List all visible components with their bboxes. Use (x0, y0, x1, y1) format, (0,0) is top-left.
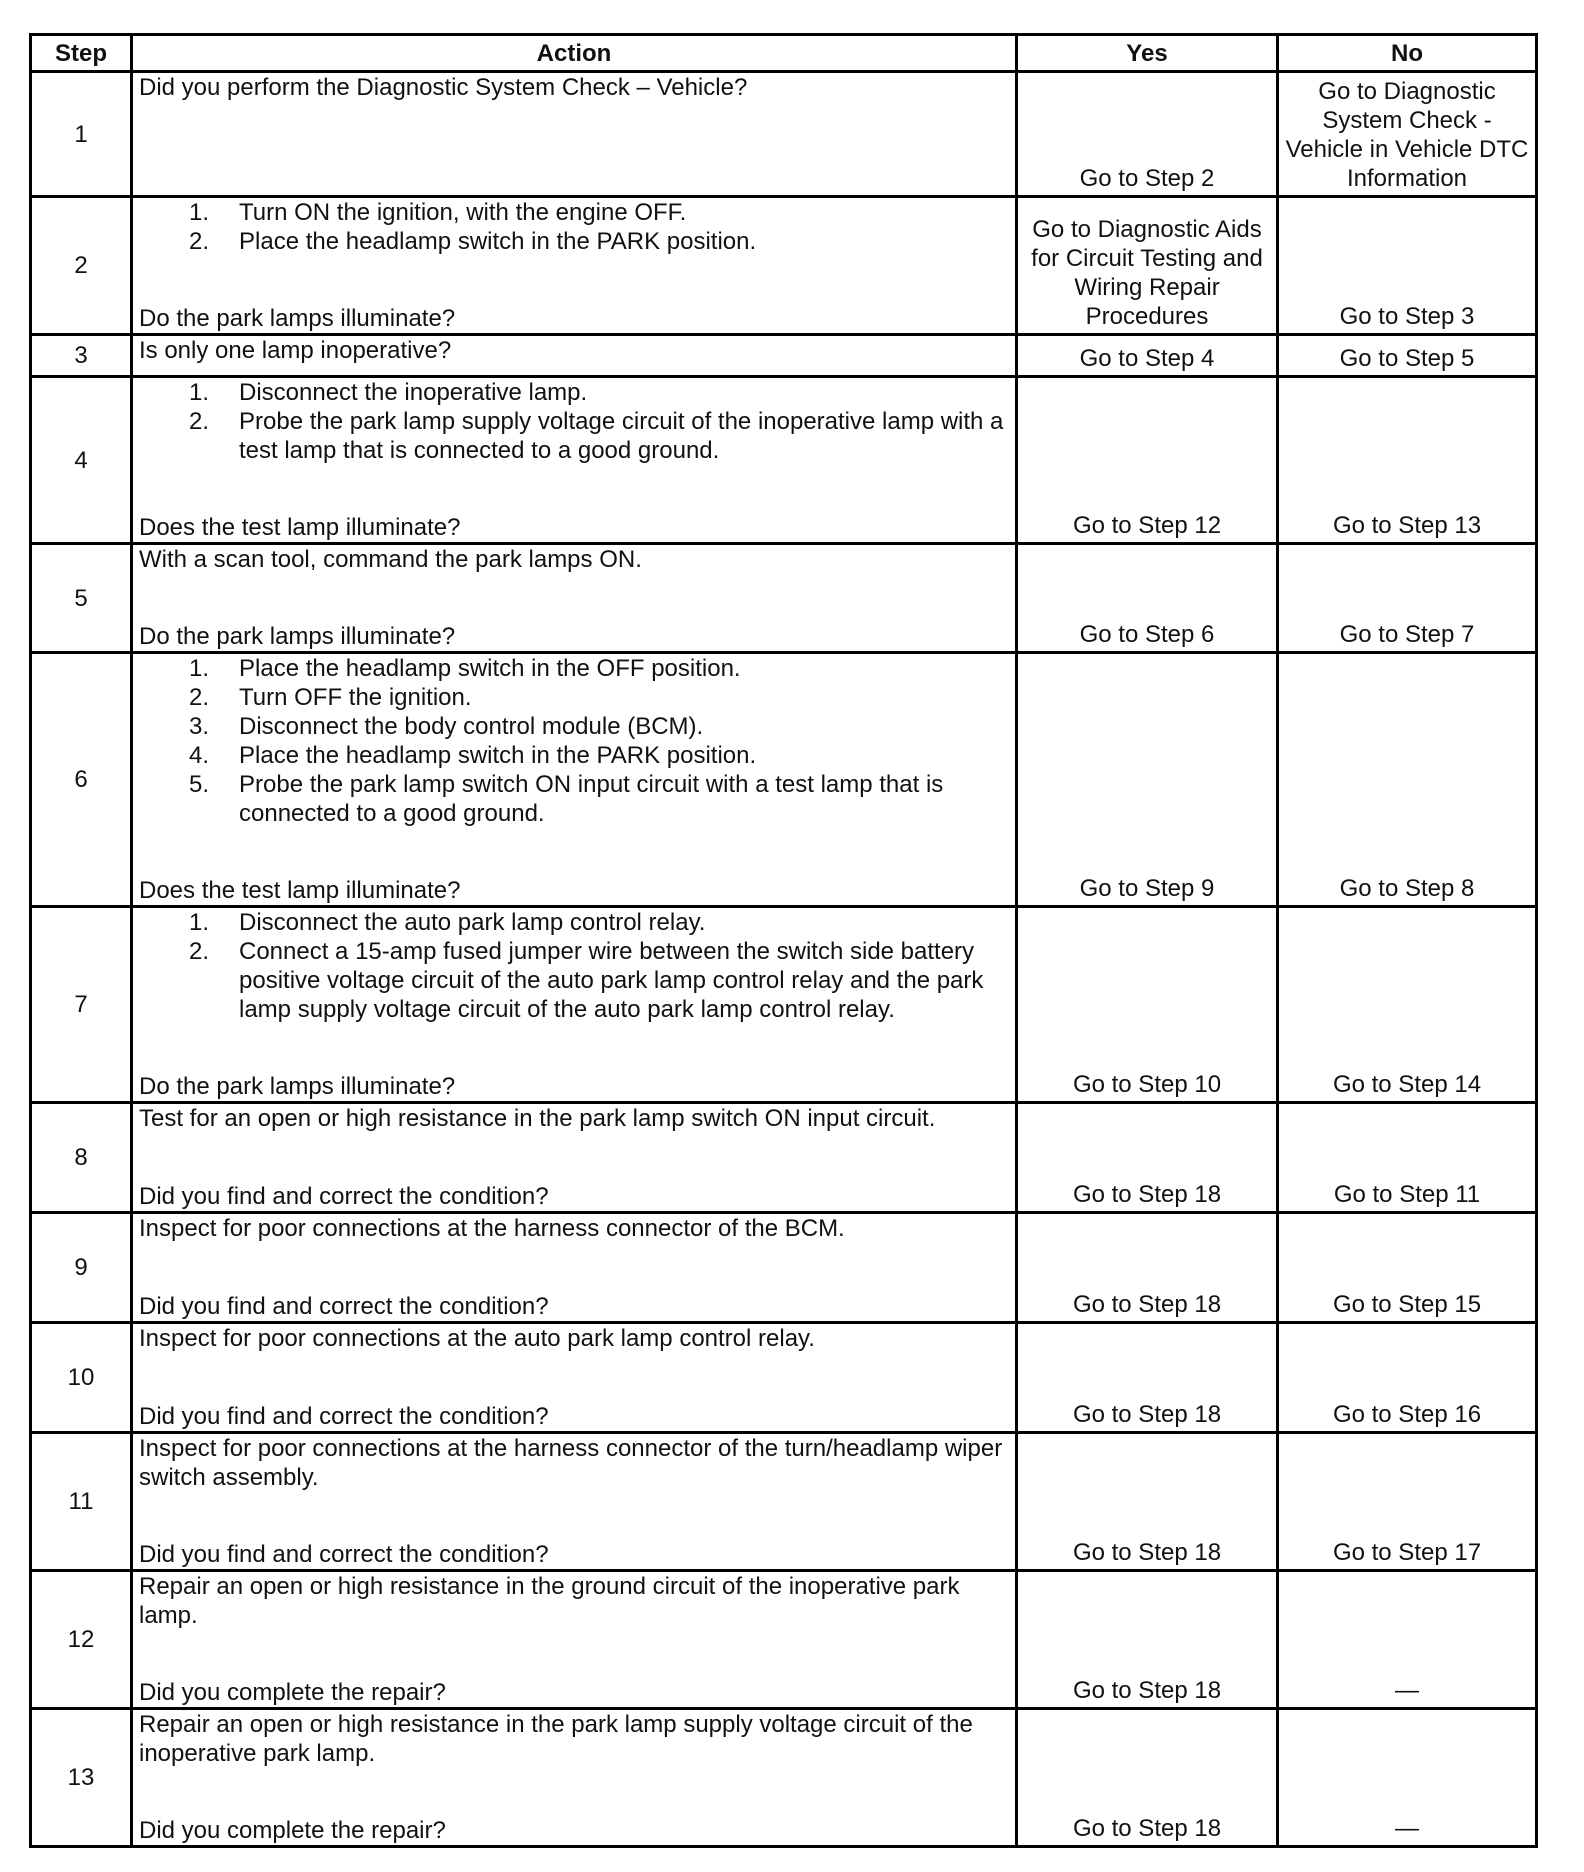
table-row (31, 907, 1537, 1103)
yes-result: Go to Step 9 (1017, 653, 1278, 907)
procedure-item-number: 2. (189, 938, 210, 965)
action-cell (132, 653, 1017, 907)
action-question: Did you find and correct the condition? (139, 1541, 549, 1568)
procedure-list (139, 198, 1009, 256)
table-row (31, 1323, 1537, 1433)
step-number: 8 (31, 1103, 132, 1213)
no-result: — (1278, 1709, 1537, 1847)
yes-result: Go to Diagnostic Aids for Circuit Testing and Wiring Repair Procedures (1017, 197, 1278, 335)
action-instruction: Is only one lamp inoperative? (139, 337, 452, 364)
table-row (31, 72, 1537, 197)
no-result: Go to Step 5 (1278, 335, 1537, 377)
yes-result: Go to Step 4 (1017, 335, 1278, 377)
procedure-item-number: 1. (189, 909, 210, 936)
procedure-item-number: 5. (189, 771, 210, 798)
table-row (31, 377, 1537, 544)
procedure-item-number: 1. (189, 655, 210, 682)
action-instruction: Repair an open or high resistance in the park lamp supply voltage circuit of the inoperative park lamp. (139, 1711, 973, 1767)
action-instruction: Test for an open or high resistance in the park lamp switch ON input circuit. (139, 1105, 936, 1132)
procedure-item-text: Probe the park lamp supply voltage circuit of the inoperative lamp with a test lamp that is connected to a good ground. (239, 408, 1004, 464)
step-number: 3 (31, 335, 132, 377)
step-number: 1 (31, 72, 132, 197)
procedure-list (139, 378, 1009, 465)
procedure-item (139, 770, 1009, 828)
procedure-item (139, 712, 1009, 741)
procedure-item (139, 741, 1009, 770)
table-row (31, 197, 1537, 335)
procedure-item-number: 3. (189, 713, 210, 740)
procedure-item-number: 2. (189, 408, 210, 435)
no-result: Go to Step 14 (1278, 907, 1537, 1103)
action-instruction: Inspect for poor connections at the harness connector of the turn/headlamp wiper switch assembly. (139, 1435, 1003, 1491)
action-instruction: Did you perform the Diagnostic System Check – Vehicle? (139, 74, 748, 101)
action-question: Do the park lamps illuminate? (139, 305, 456, 332)
step-number: 9 (31, 1213, 132, 1323)
procedure-item-text: Disconnect the auto park lamp control relay. (239, 909, 706, 936)
procedure-item (139, 407, 1009, 465)
no-result: Go to Step 17 (1278, 1433, 1537, 1571)
yes-result: Go to Step 18 (1017, 1213, 1278, 1323)
diagnostic-table (29, 33, 1538, 1848)
procedure-item (139, 378, 1009, 407)
procedure-item-text: Place the headlamp switch in the PARK position. (239, 742, 757, 769)
action-question: Do the park lamps illuminate? (139, 1073, 456, 1100)
header-action: Action (132, 35, 1017, 72)
procedure-item-text: Place the headlamp switch in the OFF position. (239, 655, 741, 682)
procedure-item-text: Probe the park lamp switch ON input circuit with a test lamp that is connected to a good ground. (239, 771, 944, 827)
procedure-item (139, 198, 1009, 227)
action-cell (132, 197, 1017, 335)
action-question: Do the park lamps illuminate? (139, 623, 456, 650)
step-number: 6 (31, 653, 132, 907)
action-question: Did you find and correct the condition? (139, 1403, 549, 1430)
no-result: Go to Step 15 (1278, 1213, 1537, 1323)
step-number: 11 (31, 1433, 132, 1571)
yes-result: Go to Step 18 (1017, 1709, 1278, 1847)
action-cell (132, 1709, 1017, 1847)
no-result: Go to Step 7 (1278, 544, 1537, 653)
procedure-item (139, 654, 1009, 683)
procedure-item-text: Turn OFF the ignition. (239, 684, 472, 711)
header-yes: Yes (1017, 35, 1278, 72)
table-row (31, 1709, 1537, 1847)
action-cell (132, 72, 1017, 197)
table-row (31, 1571, 1537, 1709)
yes-result: Go to Step 10 (1017, 907, 1278, 1103)
action-cell (132, 377, 1017, 544)
procedure-list (139, 908, 1009, 1024)
procedure-item-text: Disconnect the inoperative lamp. (239, 379, 588, 406)
no-result: Go to Step 8 (1278, 653, 1537, 907)
procedure-item (139, 683, 1009, 712)
action-cell (132, 1571, 1017, 1709)
action-cell (132, 1323, 1017, 1433)
procedure-item (139, 937, 1009, 1024)
action-question: Does the test lamp illuminate? (139, 514, 461, 541)
procedure-item (139, 908, 1009, 937)
action-question: Did you complete the repair? (139, 1817, 446, 1844)
no-result: Go to Step 16 (1278, 1323, 1537, 1433)
table-row (31, 1433, 1537, 1571)
procedure-item-number: 2. (189, 684, 210, 711)
header-no: No (1278, 35, 1537, 72)
action-instruction: With a scan tool, command the park lamps ON. (139, 546, 642, 573)
procedure-item-number: 1. (189, 199, 210, 226)
action-question: Does the test lamp illuminate? (139, 877, 461, 904)
action-cell (132, 544, 1017, 653)
step-number: 13 (31, 1709, 132, 1847)
action-cell (132, 907, 1017, 1103)
action-cell (132, 1433, 1017, 1571)
action-instruction: Repair an open or high resistance in the ground circuit of the inoperative park lamp. (139, 1573, 960, 1629)
no-result: Go to Diagnostic System Check - Vehicle in Vehicle DTC Information (1278, 72, 1537, 197)
procedure-item-text: Connect a 15-amp fused jumper wire between the switch side battery positive voltage circuit of the auto park lamp control relay and the park lamp supply voltage circuit of the auto park lamp control relay. (239, 938, 984, 1023)
action-cell (132, 1213, 1017, 1323)
yes-result: Go to Step 18 (1017, 1323, 1278, 1433)
yes-result: Go to Step 2 (1017, 72, 1278, 197)
procedure-item-text: Turn ON the ignition, with the engine OFF. (239, 199, 687, 226)
no-result: Go to Step 13 (1278, 377, 1537, 544)
procedure-list (139, 654, 1009, 828)
procedure-item-number: 4. (189, 742, 210, 769)
procedure-item-number: 1. (189, 379, 210, 406)
no-result: Go to Step 11 (1278, 1103, 1537, 1213)
table-row (31, 1213, 1537, 1323)
action-question: Did you find and correct the condition? (139, 1293, 549, 1320)
procedure-item (139, 227, 1009, 256)
step-number: 12 (31, 1571, 132, 1709)
yes-result: Go to Step 18 (1017, 1571, 1278, 1709)
action-instruction: Inspect for poor connections at the auto park lamp control relay. (139, 1325, 815, 1352)
action-question: Did you complete the repair? (139, 1679, 446, 1706)
table-row (31, 1103, 1537, 1213)
header-step: Step (31, 35, 132, 72)
action-cell (132, 335, 1017, 377)
step-number: 7 (31, 907, 132, 1103)
action-cell (132, 1103, 1017, 1213)
table-row (31, 653, 1537, 907)
table-row (31, 335, 1537, 377)
step-number: 10 (31, 1323, 132, 1433)
step-number: 4 (31, 377, 132, 544)
yes-result: Go to Step 18 (1017, 1433, 1278, 1571)
procedure-item-number: 2. (189, 228, 210, 255)
action-instruction: Inspect for poor connections at the harness connector of the BCM. (139, 1215, 845, 1242)
no-result: — (1278, 1571, 1537, 1709)
step-number: 5 (31, 544, 132, 653)
step-number: 2 (31, 197, 132, 335)
yes-result: Go to Step 18 (1017, 1103, 1278, 1213)
procedure-item-text: Place the headlamp switch in the PARK position. (239, 228, 757, 255)
procedure-item-text: Disconnect the body control module (BCM). (239, 713, 704, 740)
yes-result: Go to Step 12 (1017, 377, 1278, 544)
table-header-row (31, 35, 1537, 72)
no-result: Go to Step 3 (1278, 197, 1537, 335)
table-row (31, 544, 1537, 653)
yes-result: Go to Step 6 (1017, 544, 1278, 653)
action-question: Did you find and correct the condition? (139, 1183, 549, 1210)
